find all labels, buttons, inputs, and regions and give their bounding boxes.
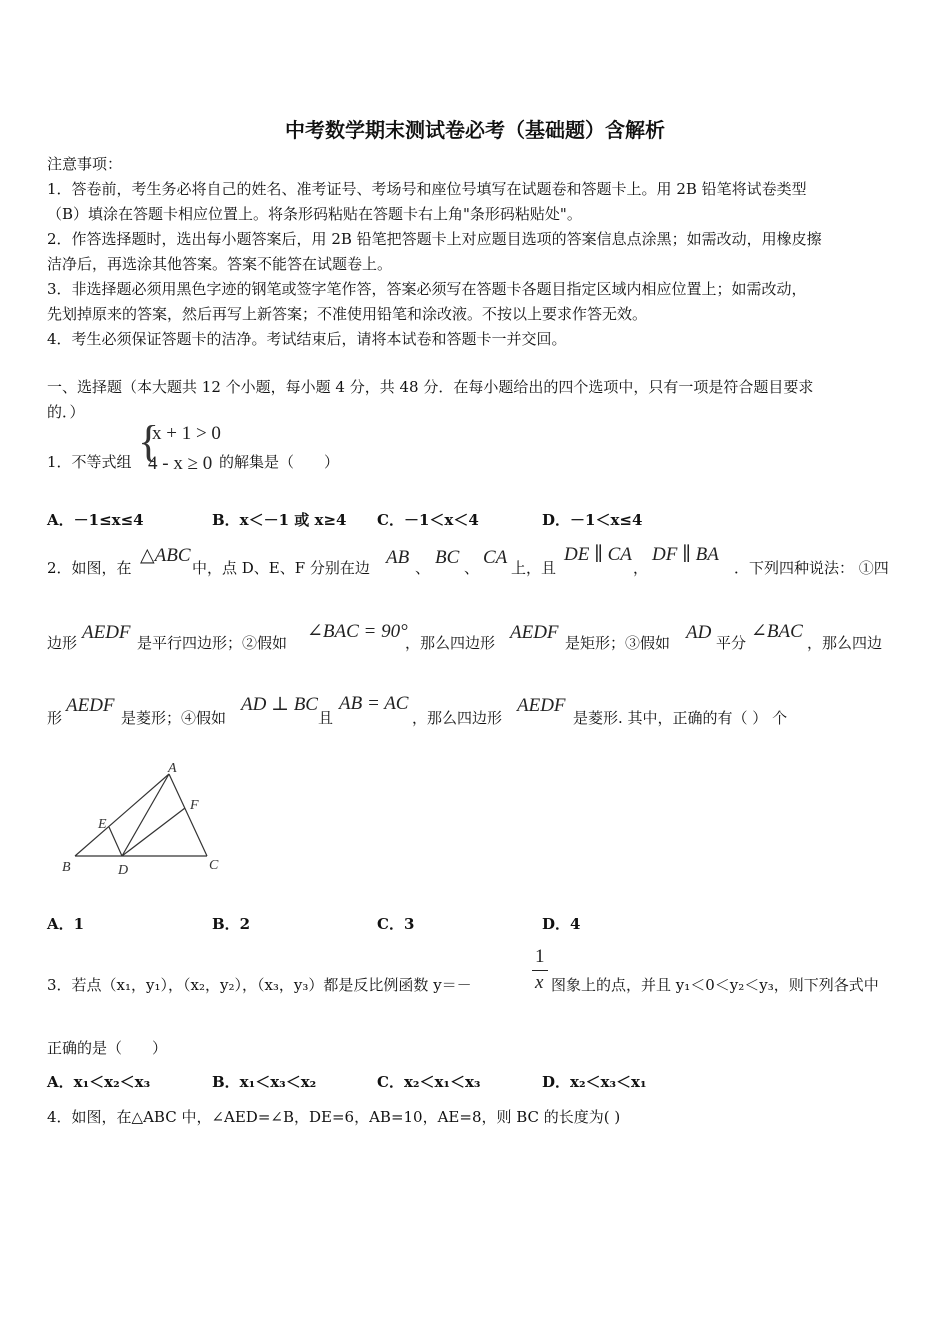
q1-option-d: D．－1＜x≤4 bbox=[542, 511, 643, 529]
q2-text: 是菱形；④假如 bbox=[121, 709, 227, 727]
notice-line: 3．非选择题必须用黑色字迹的钢笔或签字笔作答，答案必须写在答题卡各题目指定区域内相应位置上；如需改动， bbox=[47, 280, 807, 298]
q2-math-ab-eq-ac: AB = AC bbox=[339, 693, 409, 714]
notice-line: 2．作答选择题时，选出每小题答案后，用 2B 铅笔把答题卡上对应题目选项的答案信息点涂黑；如需改动，用橡皮擦 bbox=[47, 230, 822, 248]
q1-suffix: 的解集是（ ） bbox=[219, 453, 340, 471]
q2-math-ca: CA bbox=[483, 547, 508, 568]
q2-text: 中，点 D、E、F 分别在边 bbox=[192, 559, 370, 577]
q2-math-ab: AB bbox=[386, 547, 410, 568]
segment-df bbox=[122, 808, 185, 856]
q2-text: 边形 bbox=[47, 634, 78, 652]
q2-math-bc: BC bbox=[435, 547, 460, 568]
q3-option-d: D．x₂＜x₃＜x₁ bbox=[542, 1073, 647, 1091]
label-e: E bbox=[98, 817, 107, 832]
q2-math-triangle-abc: △ABC bbox=[140, 545, 191, 566]
q2-math-aedf: AEDF bbox=[517, 695, 566, 716]
label-f: F bbox=[190, 798, 199, 813]
segment-de bbox=[109, 827, 122, 856]
q2-math-ad: AD bbox=[686, 622, 712, 643]
q4-text: 4．如图，在△ABC 中，∠AED=∠B，DE=6，AB=10，AE=8，则 BC 的长度为( ) bbox=[47, 1108, 621, 1126]
side-ab bbox=[75, 774, 169, 856]
q2-text: 2．如图，在 bbox=[47, 559, 132, 577]
q2-math-aedf: AEDF bbox=[66, 695, 115, 716]
section-heading-cont: 的．） bbox=[47, 403, 85, 421]
label-c: C bbox=[209, 858, 219, 873]
q2-text: 且 bbox=[318, 709, 334, 727]
q3-fraction-bar bbox=[532, 970, 548, 971]
page-title: 中考数学期末测试卷必考（基础题）含解析 bbox=[285, 118, 665, 142]
q2-text: 形 bbox=[47, 709, 63, 727]
q2-option-d: D．4 bbox=[542, 915, 581, 933]
q2-math-angle-bac: ∠BAC bbox=[751, 621, 803, 642]
q2-text: ， bbox=[633, 559, 649, 577]
q2-option-b: B．2 bbox=[212, 915, 251, 933]
q1-prefix: 1．不等式组 bbox=[47, 453, 132, 471]
q2-text: 上，且 bbox=[511, 559, 557, 577]
notice-line: 1．答卷前，考生务必将自己的姓名、准考证号、考场号和座位号填写在试题卷和答题卡上。用 2B 铅笔将试卷类型 bbox=[47, 180, 807, 198]
q2-text: ．下列四种说法： ①四 bbox=[734, 559, 889, 577]
q3-option-a: A．x₁＜x₂＜x₃ bbox=[47, 1073, 151, 1091]
q1-inequality-2: 4 - x ≥ 0 bbox=[148, 453, 213, 474]
q2-math-de-parallel-ca: DE ∥ CA bbox=[564, 544, 632, 565]
notice-line: 洁净后，再选涂其他答案。答案不能答在试题卷上。 bbox=[47, 255, 393, 273]
q1-option-b: B．x＜－1 或 x≥4 bbox=[212, 511, 347, 529]
q2-text: 平分 bbox=[716, 634, 747, 652]
q3-fraction-denominator: x bbox=[535, 972, 544, 993]
q2-math-ad-perp-bc: AD ⊥ BC bbox=[241, 694, 318, 715]
q2-math-df-parallel-ba: DF ∥ BA bbox=[652, 544, 719, 565]
q1-option-a: A．－1≤x≤4 bbox=[47, 511, 144, 529]
q3-text: 图象上的点，并且 y₁＜0＜y₂＜y₃，则下列各式中 bbox=[551, 976, 879, 994]
q2-text: 是平行四边形；②假如 bbox=[137, 634, 288, 652]
q2-math-angle-bac-90: ∠BAC = 90° bbox=[307, 621, 408, 642]
q2-math-aedf: AEDF bbox=[510, 622, 559, 643]
q2-text: 是矩形；③假如 bbox=[565, 634, 671, 652]
side-ca bbox=[169, 774, 207, 856]
q2-text: 、 bbox=[415, 559, 431, 577]
q3-text: 正确的是（ ） bbox=[47, 1039, 168, 1057]
label-d: D bbox=[118, 863, 129, 878]
q2-text: ，那么四边形 bbox=[412, 709, 503, 727]
q2-text: 是菱形. 其中，正确的有（ ） 个 bbox=[573, 709, 788, 727]
notice-line: （B）填涂在答题卡相应位置上。将条形码粘贴在答题卡右上角"条形码粘贴处"。 bbox=[47, 205, 582, 223]
q1-option-c: C．－1＜x＜4 bbox=[377, 511, 479, 529]
q3-text: 3．若点（x₁，y₁），（x₂，y₂），（x₃，y₃）都是反比例函数 y＝－ bbox=[47, 976, 472, 994]
q1-inequality-1: x + 1 > 0 bbox=[152, 423, 221, 444]
q1-brace: { bbox=[138, 417, 160, 466]
q2-option-c: C．3 bbox=[377, 915, 415, 933]
notice-heading: 注意事项： bbox=[47, 155, 123, 173]
section-heading: 一、选择题（本大题共 12 个小题，每小题 4 分，共 48 分．在每小题给出的四个选项中，只有一项是符合题目要求 bbox=[47, 378, 814, 396]
q2-triangle-figure bbox=[55, 758, 230, 883]
segment-ad bbox=[122, 774, 169, 856]
q2-text: ，那么四边 bbox=[807, 634, 883, 652]
label-b: B bbox=[62, 860, 71, 875]
notice-line: 4．考生必须保证答题卡的洁净。考试结束后，请将本试卷和答题卡一并交回。 bbox=[47, 330, 567, 348]
q3-option-b: B．x₁＜x₃＜x₂ bbox=[212, 1073, 317, 1091]
q2-text: ，那么四边形 bbox=[405, 634, 496, 652]
q3-fraction-numerator: 1 bbox=[535, 946, 545, 967]
q2-option-a: A．1 bbox=[47, 915, 85, 933]
notice-line: 先划掉原来的答案，然后再写上新答案；不准使用铅笔和涂改液。不按以上要求作答无效。 bbox=[47, 305, 648, 323]
q3-option-c: C．x₂＜x₁＜x₃ bbox=[377, 1073, 481, 1091]
label-a: A bbox=[168, 761, 177, 776]
q2-text: 、 bbox=[464, 559, 480, 577]
q2-math-aedf: AEDF bbox=[82, 622, 131, 643]
